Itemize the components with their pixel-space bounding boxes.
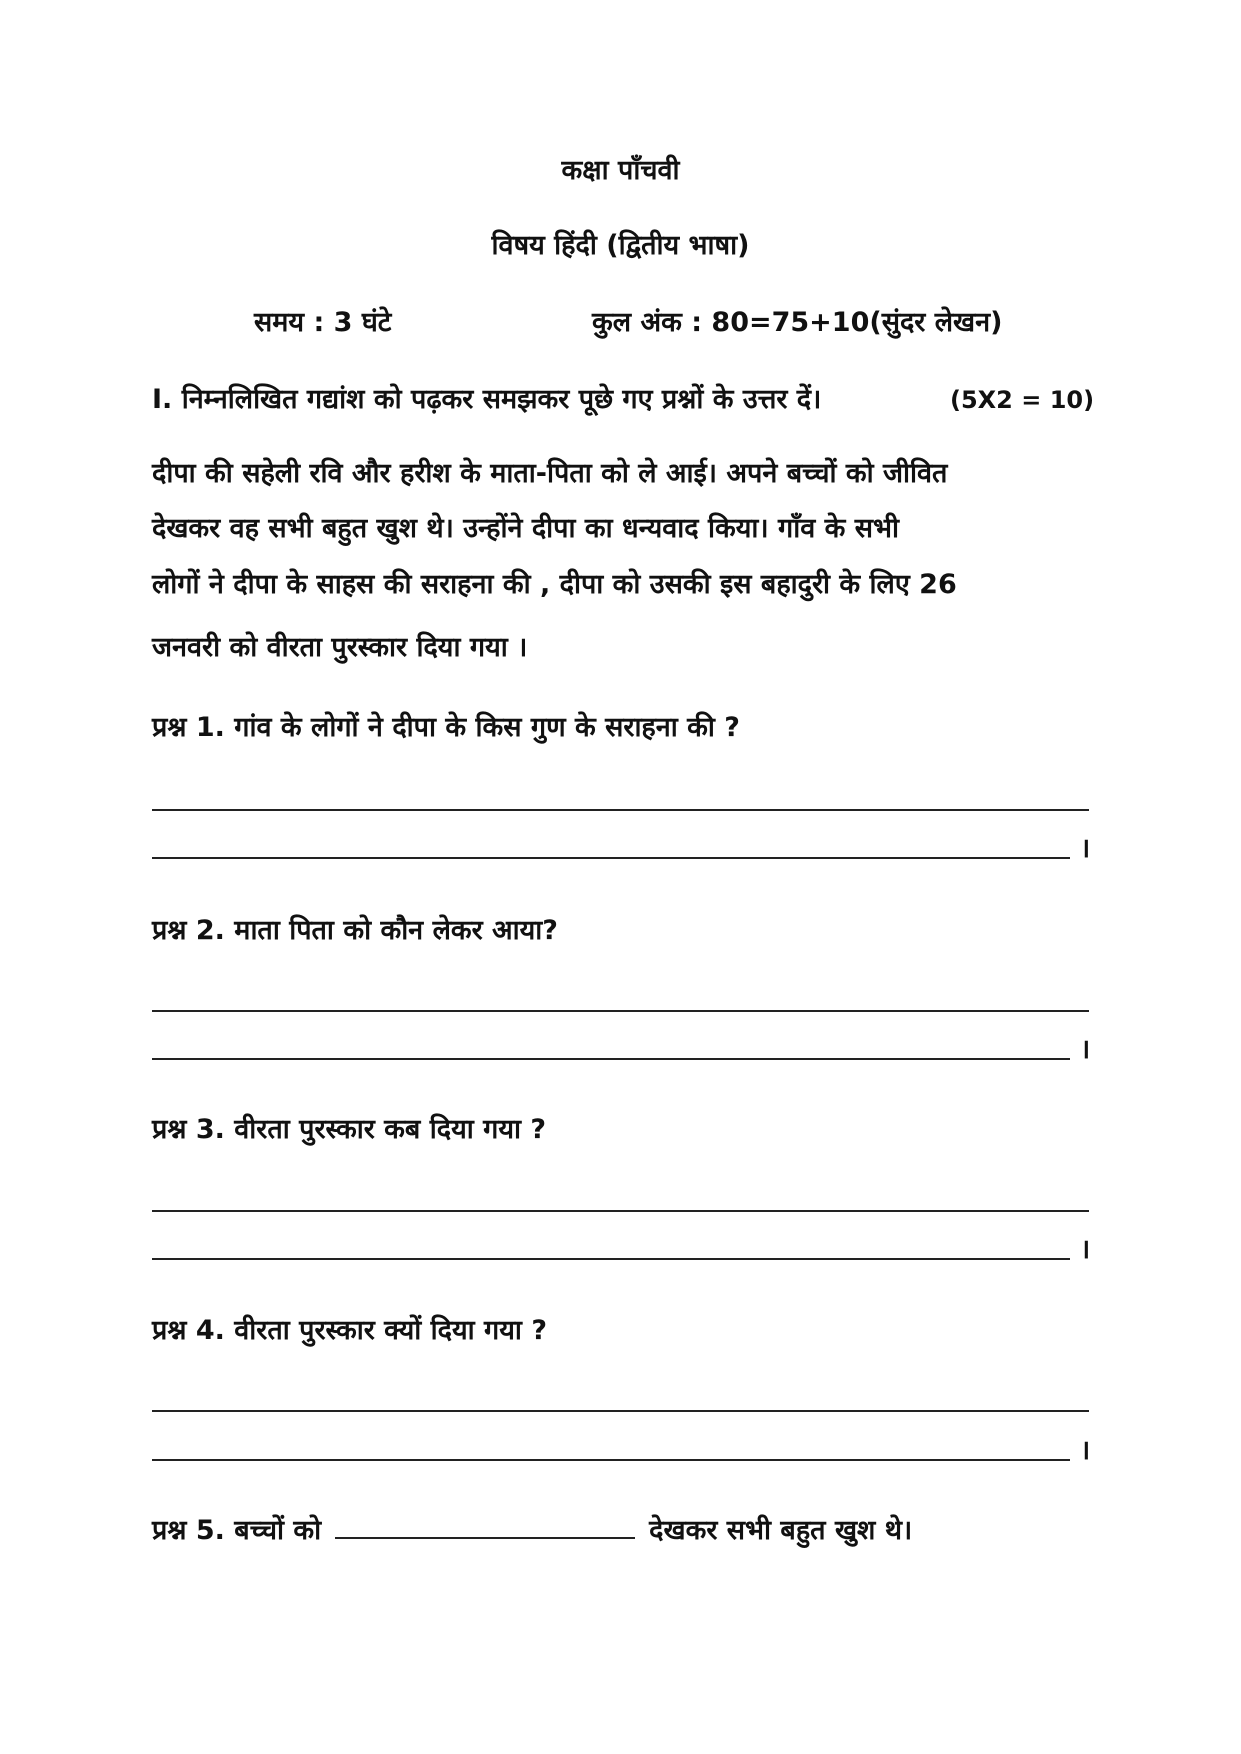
- answer-line[interactable]: [152, 809, 1089, 811]
- passage-line: दीपा की सहेली रवि और हरीश के माता-पिता को ले आई। अपने बच्चों को जीवित: [152, 458, 948, 489]
- danda-mark: ।: [1080, 1034, 1091, 1065]
- question-2: प्रश्न 2. माता पिता को कौन लेकर आया?: [152, 915, 558, 946]
- answer-line[interactable]: [152, 857, 1070, 859]
- answer-line[interactable]: [152, 1410, 1089, 1412]
- total-marks-label: कुल अंक : 80=75+10(सुंदर लेखन): [592, 307, 1003, 338]
- answer-line[interactable]: [152, 1258, 1070, 1260]
- time-label: समय : 3 घंटे: [254, 307, 392, 338]
- question-4: प्रश्न 4. वीरता पुरस्कार क्यों दिया गया ?: [152, 1315, 547, 1346]
- question-5: [152, 1514, 912, 1548]
- answer-line[interactable]: [152, 1010, 1089, 1012]
- fill-in-blank[interactable]: [335, 1517, 635, 1539]
- class-title: कक्षा पाँचवी: [561, 155, 680, 186]
- answer-line[interactable]: [152, 1459, 1070, 1461]
- danda-mark: ।: [1080, 1435, 1091, 1466]
- passage-line: लोगों ने दीपा के साहस की सराहना की , दीपा को उसकी इस बहादुरी के लिए 26: [152, 569, 957, 600]
- question-5-prefix: प्रश्न 5. बच्चों को: [152, 1515, 322, 1546]
- question-5-suffix: देखकर सभी बहुत खुश थे।: [649, 1515, 913, 1546]
- question-3: प्रश्न 3. वीरता पुरस्कार कब दिया गया ?: [152, 1114, 547, 1145]
- section-instruction: I. निम्नलिखित गद्यांश को पढ़कर समझकर पूछे गए प्रश्नों के उत्तर दें।: [152, 384, 822, 415]
- answer-line[interactable]: [152, 1058, 1070, 1060]
- question-1: प्रश्न 1. गांव के लोगों ने दीपा के किस गुण के सराहना की ?: [152, 712, 740, 743]
- danda-mark: ।: [1080, 1234, 1091, 1265]
- section-marks: (5X2 = 10): [950, 386, 1095, 414]
- passage-line: देखकर वह सभी बहुत खुश थे। उन्होंने दीपा का धन्यवाद किया। गाँव के सभी: [152, 513, 899, 544]
- danda-mark: ।: [1080, 833, 1091, 864]
- passage-line: जनवरी को वीरता पुरस्कार दिया गया ।: [152, 632, 528, 663]
- answer-line[interactable]: [152, 1210, 1089, 1212]
- subject-title: विषय हिंदी (द्वितीय भाषा): [491, 230, 750, 261]
